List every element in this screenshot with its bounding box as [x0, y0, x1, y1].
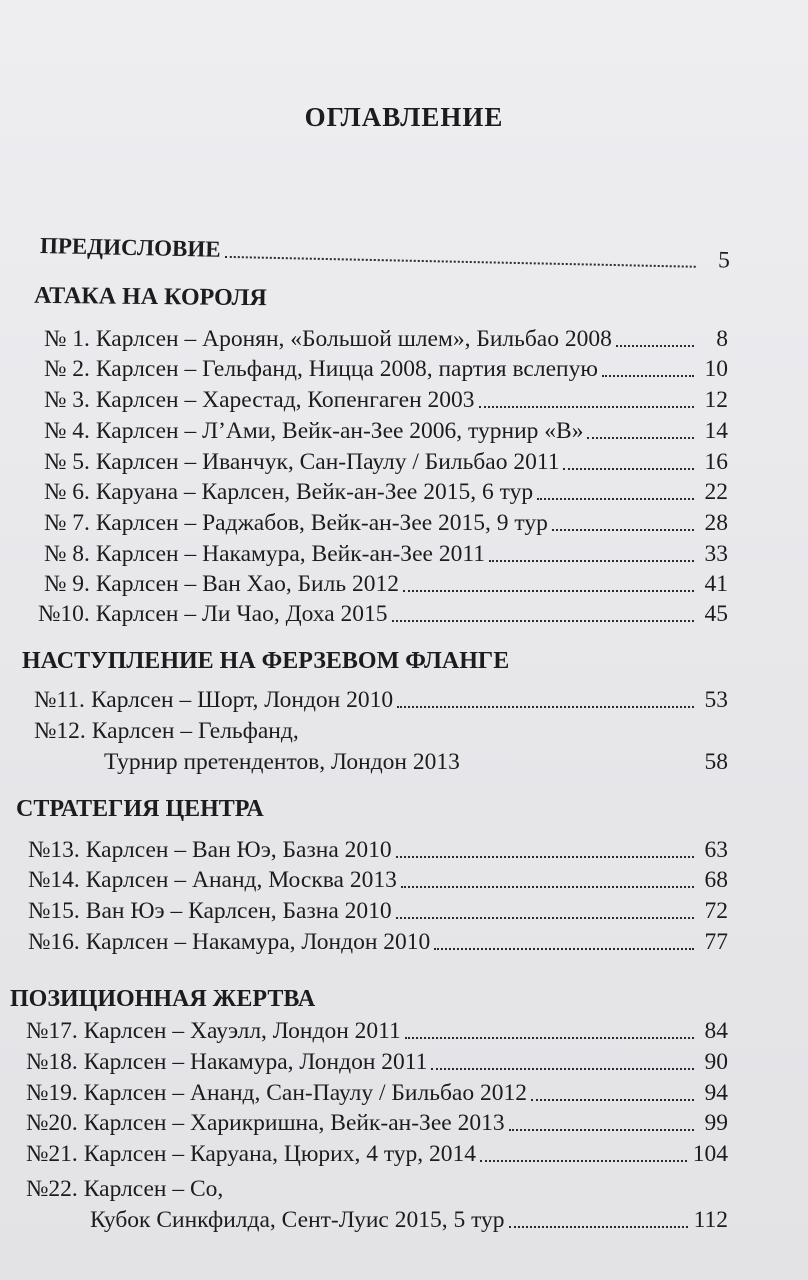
toc-entry-continuation: Турнир претендентов, Лондон 2013 58 [104, 749, 728, 775]
toc-entry: № 2. Карлсен – Гельфанд, Ницца 2008, партия вслепую 10 [44, 356, 728, 382]
toc-entry: №17. Карлсен – Хауэлл, Лондон 2011 84 [26, 1018, 728, 1044]
section-title: СТРАТЕГИЯ ЦЕНТРА [16, 796, 264, 822]
toc-entry: № 9. Карлсен – Ван Хао, Биль 2012 41 [44, 571, 728, 597]
section-title: ПОЗИЦИОННАЯ ЖЕРТВА [10, 986, 316, 1012]
toc-entry: № 8. Карлсен – Накамура, Вейк-ан-Зее 2011 33 [44, 541, 728, 567]
toc-entry: № 5. Карлсен – Иванчук, Сан-Паулу / Бильбао 2011 16 [44, 449, 728, 475]
toc-entry: № 3. Карлсен – Харестад, Копенгаген 2003 12 [44, 387, 728, 413]
toc-entry: №11. Карлсен – Шорт, Лондон 2010 53 [34, 687, 728, 713]
page-number: 5 [717, 247, 731, 274]
toc-entry: №21. Карлсен – Каруана, Цюрих, 4 тур, 2014 104 [26, 1141, 728, 1167]
toc-entry: №20. Карлсен – Харикришна, Вейк-ан-Зее 2013 99 [26, 1110, 728, 1136]
preface-entry [40, 232, 730, 274]
leader-dots [224, 255, 695, 268]
toc-entry: № 1. Карлсен – Аронян, «Большой шлем», Бильбао 2008 8 [44, 326, 728, 352]
toc-entry: №14. Карлсен – Ананд, Москва 2013 68 [28, 867, 728, 893]
section-title: АТАКА НА КОРОЛЯ [33, 282, 267, 312]
toc-entry: №10. Карлсен – Ли Чао, Доха 2015 45 [38, 601, 728, 627]
toc-entry: №16. Карлсен – Накамура, Лондон 2010 77 [28, 929, 728, 955]
toc-entry: № 4. Карлсен – Л’Ами, Вейк-ан-Зее 2006, турнир «В» 14 [44, 418, 728, 444]
preface-label: ПРЕДИСЛОВИЕ [39, 233, 221, 262]
toc-entry: №18. Карлсен – Накамура, Лондон 2011 90 [26, 1049, 728, 1075]
toc-entry: №19. Карлсен – Ананд, Сан-Паулу / Бильбао 2012 94 [26, 1080, 728, 1106]
toc-entry: №13. Карлсен – Ван Юэ, Базна 2010 63 [28, 837, 728, 863]
section-title: НАСТУПЛЕНИЕ НА ФЕРЗЕВОМ ФЛАНГЕ [22, 648, 510, 674]
toc-entry: № 6. Каруана – Карлсен, Вейк-ан-Зее 2015, 6 тур 22 [44, 479, 728, 505]
page-title: ОГЛАВЛЕНИЕ [304, 102, 504, 132]
toc-entry: №15. Ван Юэ – Карлсен, Базна 2010 72 [28, 898, 728, 924]
toc-entry-continuation: Кубок Синкфилда, Сент-Луис 2015, 5 тур 112 [90, 1207, 728, 1233]
toc-entry: № 7. Карлсен – Раджабов, Вейк-ан-Зее 2015, 9 тур 28 [44, 510, 728, 536]
toc-entry: №22. Карлсен – Со, [26, 1176, 224, 1202]
toc-entry: №12. Карлсен – Гельфанд, [34, 718, 299, 744]
